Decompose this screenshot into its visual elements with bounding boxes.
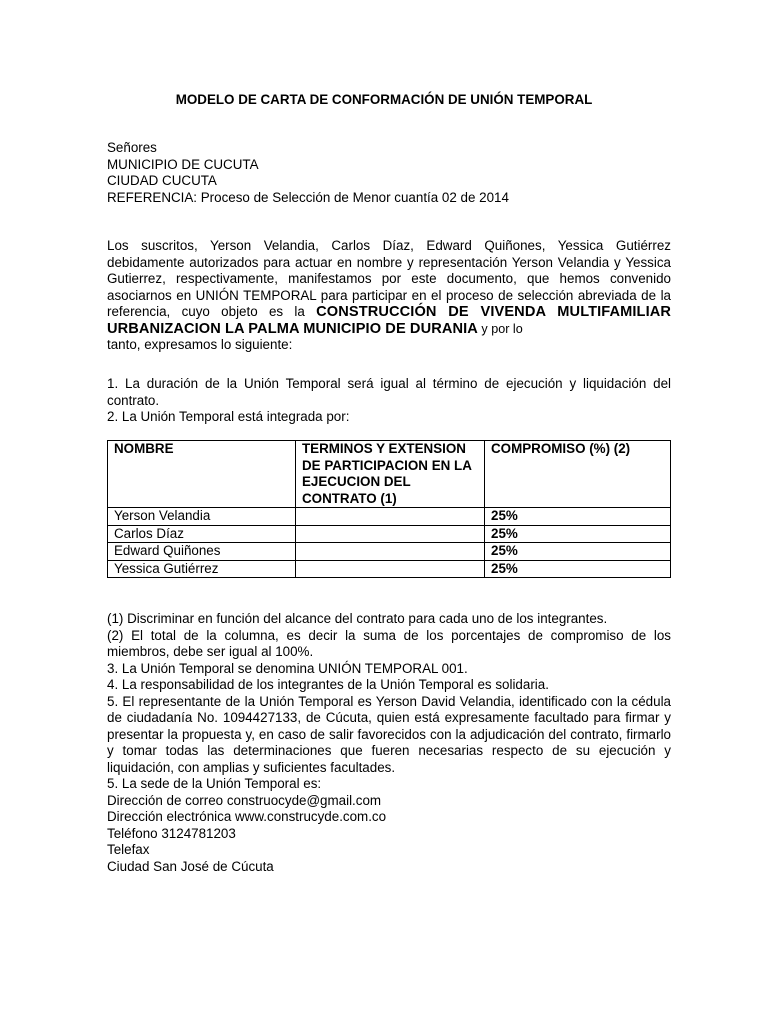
point-members: 2. La Unión Temporal está integrada por: bbox=[107, 409, 350, 424]
member-terms bbox=[296, 560, 485, 578]
notes-block bbox=[107, 611, 671, 875]
table-header-row bbox=[108, 441, 671, 508]
contact-city: Ciudad San José de Cúcuta bbox=[107, 858, 274, 874]
contact-email: Dirección de correo construocyde@gmail.com bbox=[107, 792, 382, 808]
clause-headquarters: 5. La sede de la Unión Temporal es: bbox=[107, 776, 322, 791]
intro-text: Los suscritos, Yerson Velandia, Carlos Díaz, Edward Quiñones, Yessica Gutiérrez debidamente autorizados para actuar en nombre y representación Yerson Velandia y Yessica Gutierrez, respectivamente, manifestamos por este documento, que hemos convenido asociarnos en UNIÓN TEMPORAL para participar en el proceso de selección abreviada de la referencia, cuyo objeto es la bbox=[107, 238, 671, 319]
header-terms: TERMINOS Y EXTENSION DE PARTICIPACION EN LA EJECUCION DEL CONTRATO (1) bbox=[296, 441, 485, 508]
header-name: NOMBRE bbox=[108, 441, 296, 508]
member-commitment: 25% bbox=[485, 543, 671, 561]
document-title: MODELO DE CARTA DE CONFORMACIÓN DE UNIÓN TEMPORAL bbox=[175, 92, 593, 107]
member-name: Yerson Velandia bbox=[108, 508, 296, 526]
member-name: Carlos Díaz bbox=[108, 525, 296, 543]
clause-name: 3. La Unión Temporal se denomina UNIÓN TEMPORAL 001. bbox=[107, 660, 468, 676]
contract-object: CONSTRUCCIÓN DE VIVENDA MULTIFAMILIAR URBANIZACION LA PALMA MUNICIPIO DE DURANIA bbox=[107, 304, 671, 337]
header-commitment: COMPROMISO (%) (2) bbox=[485, 441, 671, 508]
table-row bbox=[108, 525, 671, 543]
recipient-municipality: MUNICIPIO DE CUCUTA bbox=[107, 156, 259, 172]
clause-representative: 5. El representante de la Unión Temporal es Yerson David Velandia, identificado con la cédula de ciudadanía No. 1094427133, de Cúcuta, quien está expresamente facultado para firmar y presentar la propuesta y, en caso de salir favorecidos con la adjudicación del contrato, firmarlo y tomar todas las determinaciones que fueren necesarias respecto de su ejecución y liquidación, con amplias y suficientes facultades. bbox=[107, 693, 671, 775]
member-terms bbox=[296, 543, 485, 561]
member-commitment: 25% bbox=[485, 508, 671, 526]
salutation: Señores bbox=[107, 140, 157, 155]
point-duration: 1. La duración de la Unión Temporal será igual al término de ejecución y liquidación del contrato. bbox=[107, 376, 671, 408]
member-terms bbox=[296, 525, 485, 543]
addressee-block bbox=[107, 140, 671, 206]
member-name: Yessica Gutiérrez bbox=[108, 560, 296, 578]
table-row bbox=[108, 543, 671, 561]
intro-continuation: y por lo bbox=[477, 321, 523, 336]
clause-liability: 4. La responsabilidad de los integrantes de la Unión Temporal es solidaria. bbox=[107, 677, 549, 692]
points-block bbox=[107, 376, 671, 426]
reference-line: REFERENCIA: Proceso de Selección de Menor cuantía 02 de 2014 bbox=[107, 189, 509, 205]
member-commitment: 25% bbox=[485, 560, 671, 578]
table-row bbox=[108, 508, 671, 526]
contact-phone: Teléfono 3124781203 bbox=[107, 825, 236, 841]
member-terms bbox=[296, 508, 485, 526]
contact-website: Dirección electrónica www.construcyde.com.co bbox=[107, 809, 387, 824]
recipient-city: CIUDAD CUCUTA bbox=[107, 173, 217, 188]
note-2: (2) El total de la columna, es decir la suma de los porcentajes de compromiso de los miembros, debe ser igual al 100%. bbox=[107, 627, 671, 659]
contact-fax: Telefax bbox=[107, 842, 150, 857]
intro-paragraph bbox=[107, 238, 671, 354]
member-name: Edward Quiñones bbox=[108, 543, 296, 561]
note-1: (1) Discriminar en función del alcance del contrato para cada uno de los integrantes. bbox=[107, 611, 608, 626]
table-row bbox=[108, 560, 671, 578]
intro-closing: tanto, expresamos lo siguiente: bbox=[107, 337, 293, 352]
member-commitment: 25% bbox=[485, 525, 671, 543]
members-table bbox=[107, 440, 671, 578]
